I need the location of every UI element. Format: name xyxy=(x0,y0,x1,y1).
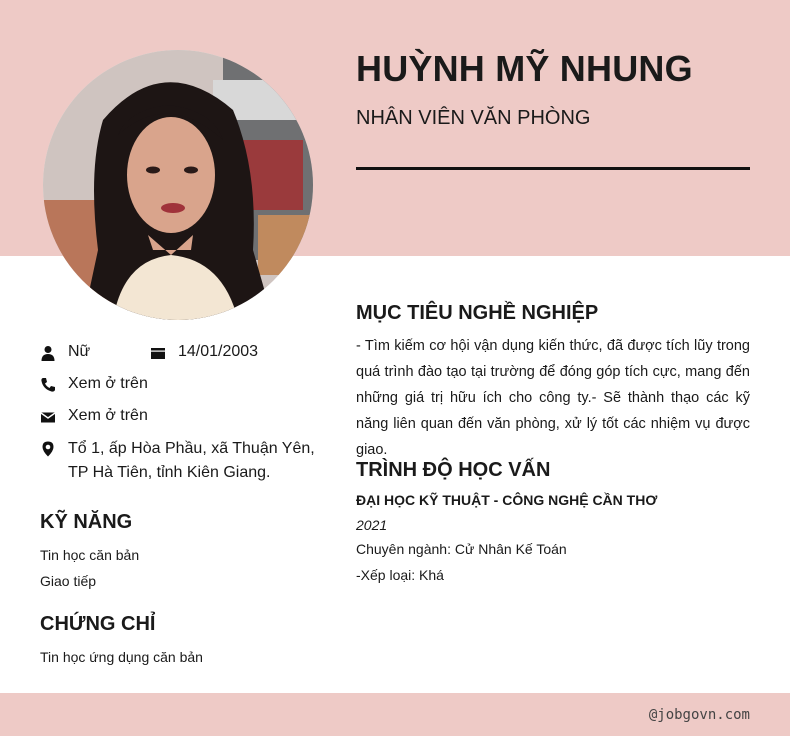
major-text: Chuyên ngành: Cử Nhân Kế Toán xyxy=(356,541,567,557)
location-pin-icon xyxy=(40,441,56,457)
birthday-row xyxy=(150,343,258,361)
address-row xyxy=(40,439,315,485)
skill-item: Giao tiếp xyxy=(40,573,97,589)
education-heading: TRÌNH ĐỘ HỌC VẤN xyxy=(356,459,551,481)
gender-value: Nữ xyxy=(68,343,91,360)
candidate-name: HUỲNH MỸ NHUNG xyxy=(356,48,693,89)
address-line-2: TP Hà Tiên, tỉnh Kiên Giang. xyxy=(68,464,271,481)
certificates-heading: CHỨNG CHỈ xyxy=(40,613,156,635)
gender-row xyxy=(40,343,90,361)
birthday-value: 14/01/2003 xyxy=(178,343,259,360)
objective-text: - Tìm kiếm cơ hội vận dụng kiến thức, đã được tích lũy trong quá trình đào tạo tại trường để đóng góp tích cực, mang đến những giá trị hữu ích cho công ty.- Sẽ thành thạo các kỹ năng liên quan đến văn phòng, xử lý tốt các nhiệm vụ được giao. xyxy=(356,338,750,458)
title-divider xyxy=(356,167,750,170)
calendar-icon xyxy=(150,345,166,361)
phone-value: Xem ở trên xyxy=(68,375,148,392)
mail-icon xyxy=(40,409,56,425)
grade-text: -Xếp loại: Khá xyxy=(356,567,444,583)
footer-brand: @jobgovn.com xyxy=(648,707,750,723)
school-name: ĐẠI HỌC KỸ THUẬT - CÔNG NGHỆ CẦN THƠ xyxy=(356,492,658,508)
graduation-year: 2021 xyxy=(356,517,388,533)
email-value: Xem ở trên xyxy=(68,407,148,424)
profile-photo xyxy=(43,50,313,320)
address-line-1: Tổ 1, ấp Hòa Phầu, xã Thuận Yên, xyxy=(68,440,315,457)
email-row xyxy=(40,407,148,425)
skills-heading: KỸ NĂNG xyxy=(40,511,133,533)
phone-row xyxy=(40,375,148,393)
skill-item: Tin học căn bản xyxy=(40,547,140,563)
address-text xyxy=(68,437,315,485)
person-icon xyxy=(40,345,56,361)
objective-heading: MỤC TIÊU NGHỀ NGHIỆP xyxy=(356,302,599,324)
phone-icon xyxy=(40,377,56,393)
certificate-item: Tin học ứng dụng căn bản xyxy=(40,649,203,665)
job-title: NHÂN VIÊN VĂN PHÒNG xyxy=(356,107,591,129)
